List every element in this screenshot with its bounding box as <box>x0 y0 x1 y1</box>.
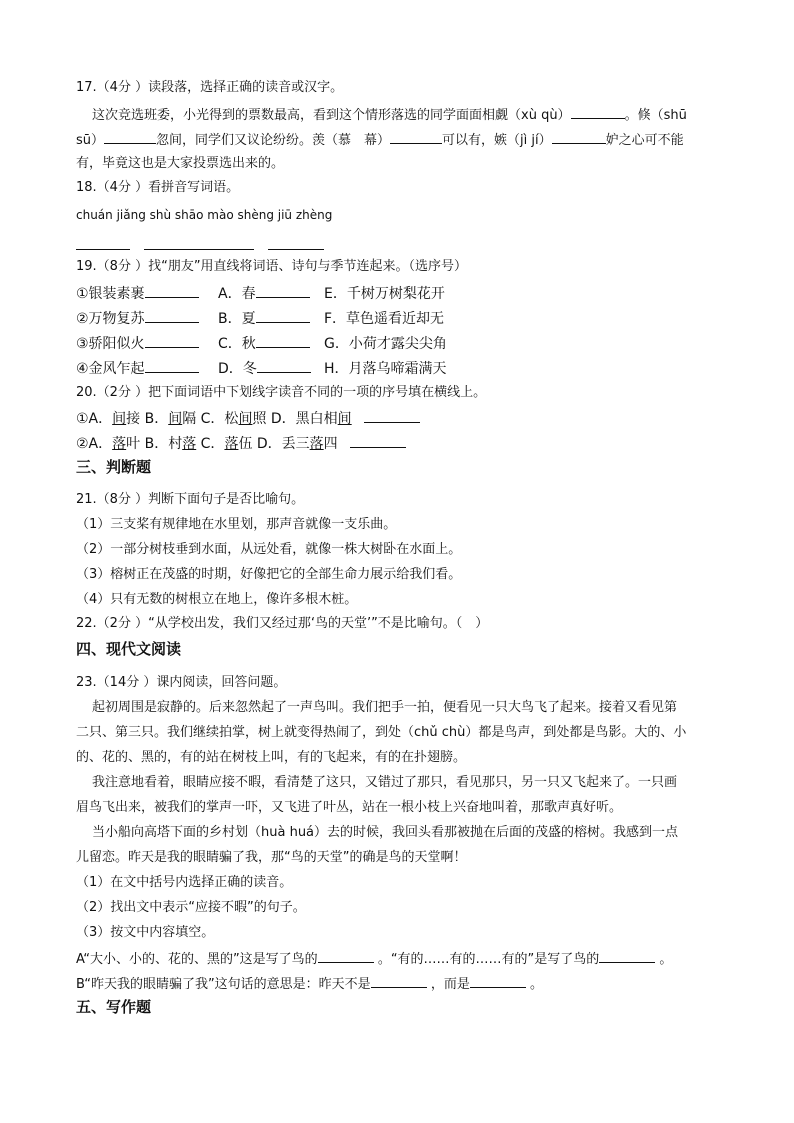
q17-line2 <box>76 130 684 150</box>
answer-blank[interactable] <box>371 974 427 988</box>
q20-text: 隔 <box>182 411 197 427</box>
q17-text: 可以有，嫉（jì jí） <box>442 133 552 148</box>
q22-text: 22.（2分 ）“从学校出发，我们又经过那‘鸟的天堂’”不是比喻句。（ ） <box>76 616 489 631</box>
q17-title: 17.（4分 ）读段落，选择正确的读音或汉字。 <box>76 80 344 95</box>
answer-blank[interactable] <box>145 334 199 348</box>
answer-blank[interactable] <box>145 284 199 298</box>
q20-text: 接 <box>126 411 141 427</box>
answer-blank[interactable] <box>552 130 606 144</box>
q19-row-3 <box>76 334 447 353</box>
answer-blank[interactable] <box>571 105 625 119</box>
q18-pinyin: chuán jiǎng shù shāo mào shèng jiū zhèng <box>76 208 333 222</box>
q21-item: （2）一部分树枝垂到水面，从远处看，就像一株大树卧在水面上。 <box>76 542 462 557</box>
q19-season: C．秋 <box>218 336 256 352</box>
q19-season: A．春 <box>218 286 256 302</box>
q23-sub-question: （3）按文中内容填空。 <box>76 925 215 940</box>
q19-row-2 <box>76 309 444 328</box>
q19-season: D．冬 <box>218 361 257 377</box>
q23-text: 。 <box>525 977 543 992</box>
q20-text: B．村 <box>140 436 183 452</box>
q20-row-2 <box>76 434 406 453</box>
q17-text: 。倏（shū <box>624 108 687 123</box>
q23-text: A“大小、小的、花的、黑的”这是写了鸟的 <box>76 952 318 967</box>
answer-blank[interactable] <box>104 130 156 144</box>
q23-text: ，而是 <box>426 977 470 992</box>
underlined-char: 落 <box>112 436 127 452</box>
q20-text: 照 <box>252 411 267 427</box>
q19-row-4 <box>76 359 447 378</box>
underlined-char: 间 <box>238 411 253 427</box>
underlined-char: 间 <box>168 411 183 427</box>
q17-text: 妒之心可不能 <box>605 133 684 148</box>
answer-blank[interactable] <box>268 248 324 250</box>
answer-blank[interactable] <box>256 334 310 348</box>
underlined-char: 落 <box>309 436 324 452</box>
q23-para2-line: 我注意地看着，眼睛应接不暇，看清楚了这只，又错过了那只，看见那只，另一只又飞起来了。一只画 <box>92 775 678 790</box>
q19-word: ④金风乍起 <box>76 361 145 377</box>
q18-answer-blanks <box>76 238 324 246</box>
answer-blank[interactable] <box>350 434 406 448</box>
answer-blank[interactable] <box>145 359 199 373</box>
q20-text: C．松 <box>196 411 239 427</box>
underlined-char: 落 <box>182 436 197 452</box>
q23-para1-line: 二只、第三只。我们继续拍掌，树上就变得热闹了，到处（chǔ chù）都是鸟声，到处都是鸟影。大的、小 <box>76 725 687 740</box>
q17-text: 这次竞选班委，小光得到的票数最高，看到这个情形落选的同学面面相觑（xù qù） <box>92 108 571 123</box>
underlined-char: 落 <box>224 436 239 452</box>
q20-title: 20.（2分 ）把下面词语中下划线字读音不同的一项的序号填在横线上。 <box>76 385 487 400</box>
answer-blank[interactable] <box>76 248 130 250</box>
q19-word: ②万物复苏 <box>76 311 145 327</box>
q23-sub-question: （1）在文中括号内选择正确的读音。 <box>76 875 293 890</box>
q19-poem: G．小荷才露尖尖角 <box>324 336 447 352</box>
q17-text: sū） <box>76 133 105 148</box>
q23-para1-line: 起初周围是寂静的。后来忽然起了一声鸟叫。我们把手一拍，便看见一只大鸟飞了起来。接着又看见第 <box>92 700 678 715</box>
q20-text: 叶 <box>126 436 141 452</box>
q23-fill-b <box>76 974 543 994</box>
q19-title: 19.（8分 ）找“朋友”用直线将词语、诗句与季节连起来。（选序号） <box>76 259 468 274</box>
q23-para3-line: 当小船向高塔下面的乡村划（huà huá）去的时候，我回头看那被抛在后面的茂盛的榕树。我感到一点 <box>92 825 679 840</box>
q19-poem: H．月落乌啼霜满天 <box>324 361 447 377</box>
q17-text: 忽间，同学们又议论纷纷。羡（慕 幕） <box>156 133 391 148</box>
answer-blank[interactable] <box>318 949 374 963</box>
q19-word: ③骄阳似火 <box>76 336 145 352</box>
q19-row-1 <box>76 284 445 303</box>
q20-text: ①A． <box>76 411 113 427</box>
q23-para3-line: 儿留恋。昨天是我的眼睛骗了我，那“鸟的天堂”的确是鸟的天堂啊！ <box>76 850 467 865</box>
q17-line1 <box>92 105 687 125</box>
answer-blank[interactable] <box>390 130 442 144</box>
q23-para2-line: 眉鸟飞出来，被我们的掌声一吓，又飞进了叶丛，站在一根小枝上兴奋地叫着，那歌声真好听。 <box>76 800 623 815</box>
underlined-char: 间 <box>112 411 127 427</box>
answer-blank[interactable] <box>257 359 311 373</box>
q20-text: 四 <box>323 436 338 452</box>
q20-text: D．黑白相 <box>266 411 338 427</box>
q19-season: B．夏 <box>218 311 256 327</box>
q23-text: 。“有的……有的……有的”是写了鸟的 <box>373 952 600 967</box>
answer-blank[interactable] <box>599 949 655 963</box>
q23-text: 。 <box>655 952 673 967</box>
answer-blank[interactable] <box>470 974 526 988</box>
underlined-char: 间 <box>337 411 352 427</box>
q20-row-1 <box>76 409 420 428</box>
q21-item: （3）榕树正在茂盛的时期，好像把它的全部生命力展示给我们看。 <box>76 567 462 582</box>
section-heading: 三、判断题 <box>76 458 152 476</box>
q23-text: B“昨天我的眼睛骗了我”这句话的意思是：昨天不是 <box>76 977 371 992</box>
q19-poem: F．草色遥看近却无 <box>324 311 445 327</box>
q21-item: （4）只有无数的树根立在地上，像许多根木桩。 <box>76 592 358 607</box>
q18-title: 18.（4分 ）看拼音写词语。 <box>76 180 240 195</box>
q23-sub-question: （2）找出文中表示“应接不暇”的句子。 <box>76 900 306 915</box>
q23-para1-line: 的、花的、黑的，有的站在树枝上叫，有的飞起来，有的在扑翅膀。 <box>76 750 467 765</box>
section-heading: 五、写作题 <box>76 998 152 1016</box>
answer-blank[interactable] <box>364 409 420 423</box>
q23-fill-a <box>76 949 672 969</box>
section-heading: 四、现代文阅读 <box>76 640 182 658</box>
q20-text: C． <box>196 436 225 452</box>
q19-poem: E．千树万树梨花开 <box>324 286 445 302</box>
q19-word: ①银装素裹 <box>76 286 145 302</box>
q20-text: D．丢三 <box>252 436 310 452</box>
q20-text: 伍 <box>238 436 253 452</box>
q20-text: B． <box>140 411 169 427</box>
answer-blank[interactable] <box>256 309 310 323</box>
answer-blank[interactable] <box>144 248 254 250</box>
q23-title: 23.（14分 ）课内阅读，回答问题。 <box>76 675 287 690</box>
answer-blank[interactable] <box>145 309 199 323</box>
q17-line3: 有，毕竟这也是大家投票选出来的。 <box>76 156 285 171</box>
q20-text: ②A． <box>76 436 113 452</box>
q21-item: （1）三支桨有规律地在水里划，那声音就像一支乐曲。 <box>76 517 397 532</box>
q21-title: 21.（8分 ）判断下面句子是否比喻句。 <box>76 492 305 507</box>
answer-blank[interactable] <box>256 284 310 298</box>
